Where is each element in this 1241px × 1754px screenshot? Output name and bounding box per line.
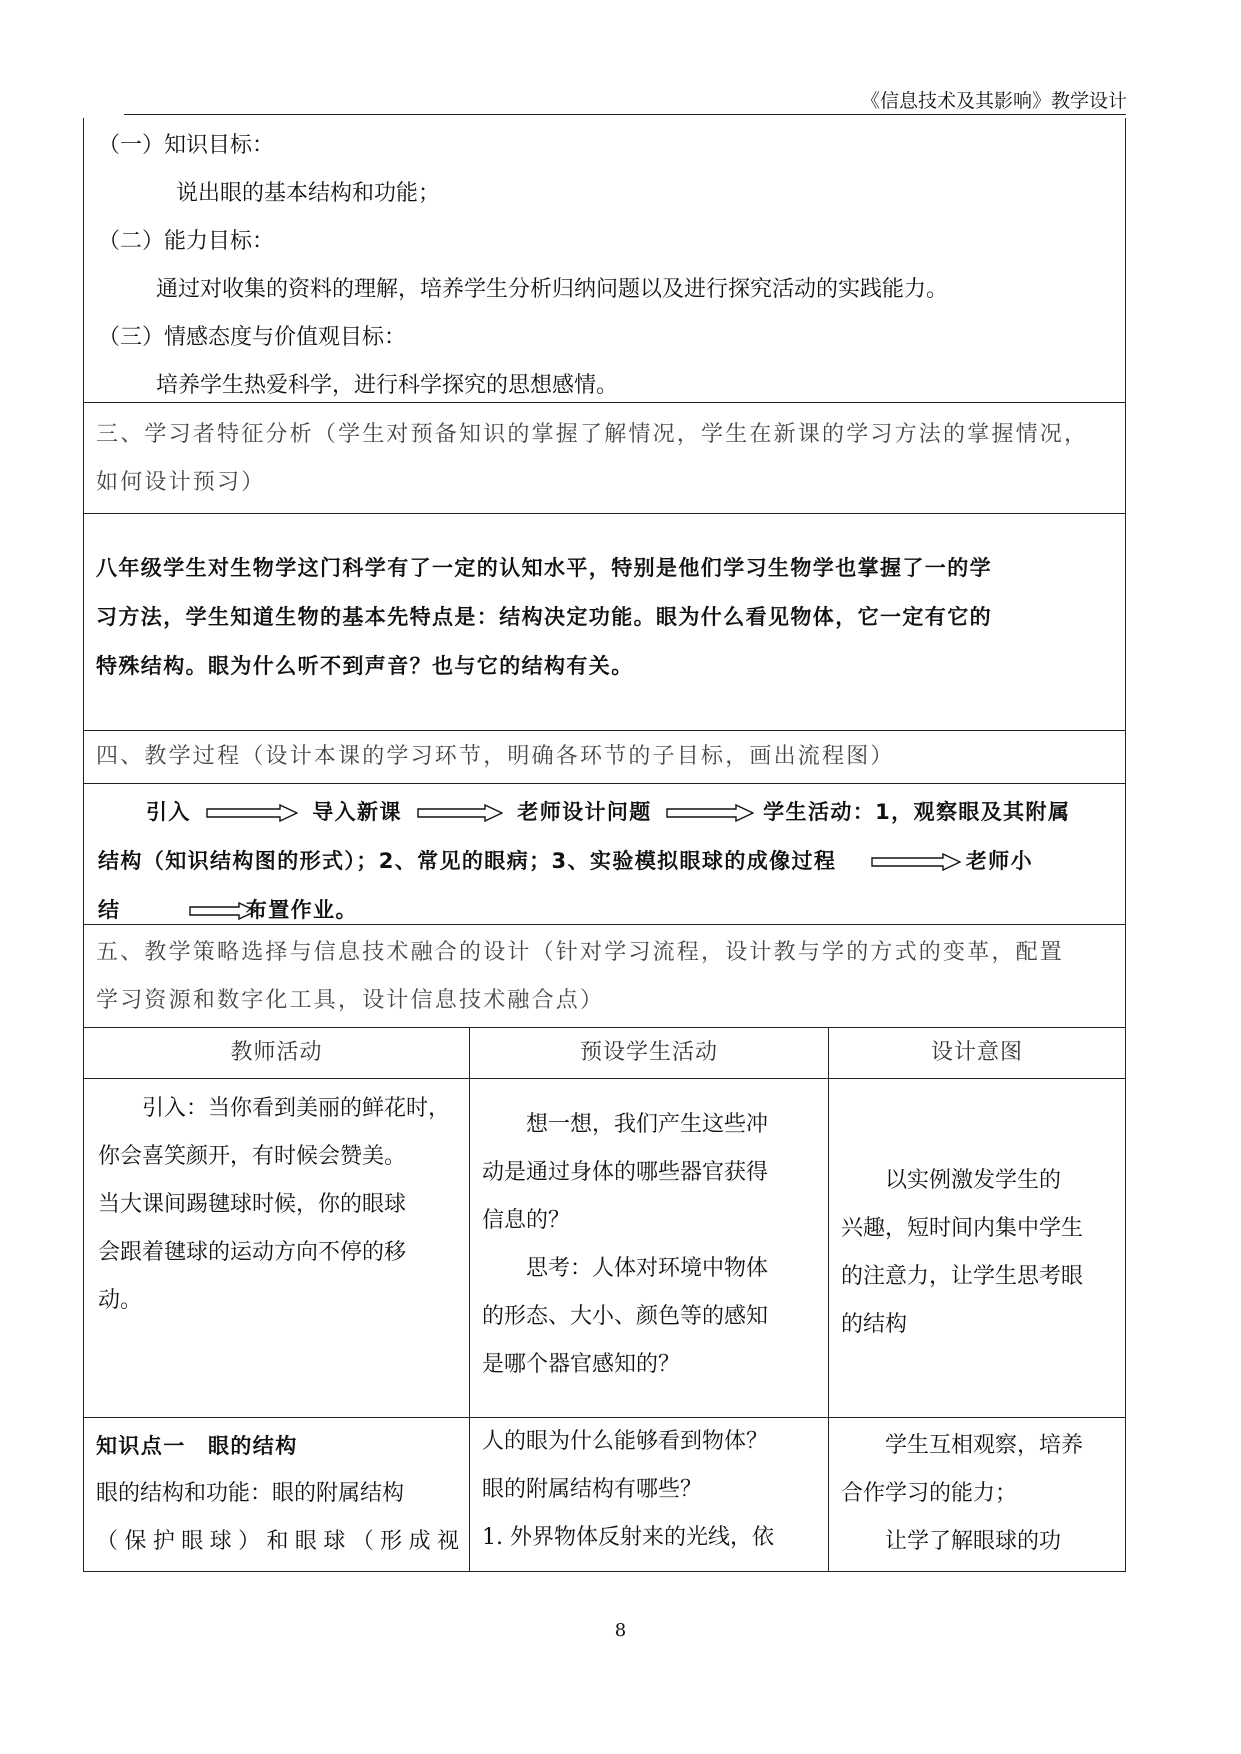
teacher-activity-line: （保护眼球）和眼球（形成视	[96, 1529, 459, 1554]
teacher-activity-line: 你会喜笑颜开，有时候会赞美。	[98, 1144, 407, 1169]
design-intent-line: 的结构	[841, 1312, 908, 1337]
col-header-design-intent: 设计意图	[930, 1040, 1023, 1065]
design-intent-line: 以实例激发学生的	[885, 1168, 1062, 1193]
student-activity-line: 动是通过身体的哪些器官获得	[482, 1160, 769, 1185]
learner-analysis-line2: 习方法，学生知道生物的基本先特点是：结构决定功能。眼为什么看见物体，它一定有它的	[96, 605, 992, 629]
flow-line-1	[98, 788, 1113, 837]
col-header-student-activity: 预设学生活动	[470, 1028, 829, 1078]
strategy-heading	[84, 925, 1125, 1028]
teacher-activity-line: 引入：当你看到美丽的鲜花时，	[142, 1096, 451, 1121]
design-intent-line: 学生互相观察，培养	[885, 1433, 1084, 1458]
ability-goal-heading: （二）能力目标：	[98, 229, 275, 254]
student-activity-line: 思考：人体对环境中物体	[526, 1256, 769, 1281]
knowledge-goal-heading: （一）知识目标：	[98, 133, 275, 158]
flow-arrow-icon	[666, 804, 754, 822]
flow-arrow-icon	[417, 804, 503, 822]
design-intent-line: 的注意力，让学生思考眼	[841, 1264, 1084, 1289]
learner-analysis-line1: 八年级学生对生物学这门科学有了一定的认知水平，特别是他们学习生物学也掌握了一的学	[96, 556, 992, 580]
learner-analysis-heading	[84, 403, 1125, 514]
teaching-process-heading	[84, 731, 1125, 784]
student-activity-line: 1. 外界物体反射来的光线，依	[482, 1525, 774, 1550]
emotion-goal-heading: （三）情感态度与价值观目标：	[98, 325, 407, 350]
lesson-plan-table	[83, 118, 1126, 1572]
student-activity-cell	[470, 1079, 829, 1417]
teacher-activity-line: 当大课间踢毽球时候，你的眼球	[98, 1192, 407, 1217]
strategy-heading-line1: 五、教学策略选择与信息技术融合的设计（针对学习流程，设计教与学的方式的变革，配置	[96, 940, 1065, 965]
table-row	[84, 1079, 1125, 1418]
design-intent-cell	[829, 1079, 1125, 1417]
student-activity-line: 信息的？	[482, 1208, 571, 1233]
design-intent-line: 兴趣，短时间内集中学生	[841, 1216, 1084, 1241]
design-intent-line: 让学了解眼球的功	[885, 1529, 1062, 1554]
learner-analysis-line3: 特殊结构。眼为什么听不到声音？也与它的结构有关。	[96, 654, 634, 678]
student-activity-line: 的形态、大小、颜色等的感知	[482, 1304, 769, 1329]
teacher-activity-line: 眼的结构和功能：眼的附属结构	[96, 1481, 405, 1506]
student-activity-line: 眼的附属结构有哪些？	[482, 1477, 703, 1502]
table-row	[84, 1418, 1125, 1571]
teacher-activity-line: 动。	[98, 1288, 143, 1313]
strategy-heading-line2: 学习资源和数字化工具，设计信息技术融合点）	[96, 988, 605, 1013]
col-header-teacher-activity: 教师活动	[84, 1028, 470, 1078]
goals-section	[84, 118, 1125, 403]
flow-step-homework: 布置作业。	[245, 898, 358, 922]
design-intent-cell	[829, 1418, 1125, 1571]
student-activity-line: 人的眼为什么能够看到物体？	[482, 1429, 769, 1454]
flow-step-teacher-questions: 老师设计问题	[517, 800, 652, 824]
header-rule	[124, 114, 1126, 115]
knowledge-goal-text: 说出眼的基本结构和功能；	[176, 181, 441, 206]
flow-arrow-icon	[206, 804, 298, 822]
student-activity-line: 是哪个器官感知的？	[482, 1352, 681, 1377]
learner-analysis-heading-line2: 如何设计预习）	[96, 470, 266, 495]
flow-activity-details: 结构（知识结构图的形式）；2、常见的眼病；3、实验模拟眼球的成像过程	[98, 849, 837, 873]
flow-step-new-lesson: 导入新课	[312, 800, 402, 824]
teaching-process-heading-text: 四、教学过程（设计本课的学习环节，明确各环节的子目标，画出流程图）	[96, 744, 895, 769]
knowledge-point-title: 知识点一 眼的结构	[96, 1434, 298, 1458]
teaching-process-flow	[84, 784, 1125, 925]
activity-table-header	[84, 1028, 1125, 1079]
teacher-activity-line: 会跟着毽球的运动方向不停的移	[98, 1240, 407, 1265]
flow-arrow-icon	[871, 853, 961, 871]
design-intent-line: 合作学习的能力；	[841, 1481, 1018, 1506]
student-activity-line: 想一想，我们产生这些冲	[526, 1112, 769, 1137]
flow-step-student-activity: 学生活动：1，观察眼及其附属	[763, 800, 1071, 824]
teacher-activity-cell	[84, 1418, 470, 1571]
student-activity-cell	[470, 1418, 829, 1571]
learner-analysis-heading-line1: 三、学习者特征分析（学生对预备知识的掌握了解情况，学生在新课的学习方法的掌握情况，	[96, 422, 1089, 447]
document-header-title: 《信息技术及其影响》教学设计	[860, 90, 1127, 112]
flow-summary-end: 结	[98, 898, 121, 922]
teacher-activity-cell	[84, 1079, 470, 1417]
page-number: 8	[614, 1620, 627, 1641]
flow-step-teacher-summary: 老师小	[965, 849, 1033, 873]
ability-goal-text: 通过对收集的资料的理解，培养学生分析归纳问题以及进行探究活动的实践能力。	[156, 277, 949, 302]
flow-line-2	[98, 837, 1113, 886]
emotion-goal-text: 培养学生热爱科学，进行科学探究的思想感情。	[156, 373, 619, 398]
flow-step-intro: 引入	[146, 800, 191, 824]
learner-analysis-body	[84, 514, 1125, 731]
